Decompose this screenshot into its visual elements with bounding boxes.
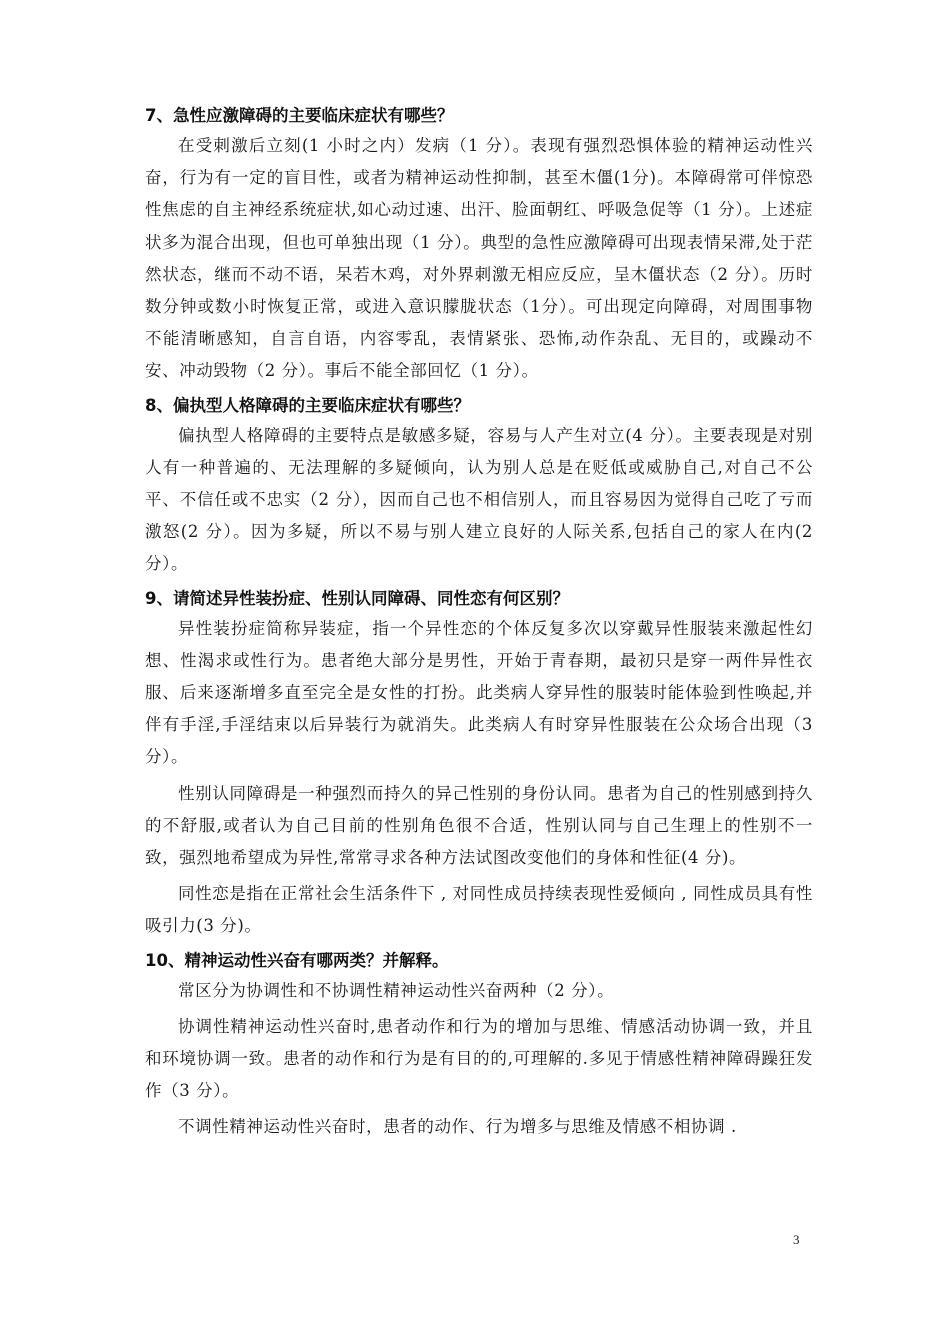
- question-9-answer-homosexuality: 同性恋是指在正常社会生活条件下 , 对同性成员持续表现性爱倾向 , 同性成员具有性吸引力(3 分)。: [145, 884, 813, 936]
- question-10-answer-intro: 常区分为协调性和不协调性精神运动性兴奋两种（2 分）。: [178, 980, 615, 1000]
- question-8-answer: 偏执型人格障碍的主要特点是敏感多疑，容易与人产生对立(4 分）。主要表现是对别人有一种普遍的、无法理解的多疑倾向，认为别人总是在贬低或威胁自己,对自己不公平、不信任或不忠实（2 分），因而自己也不相信别人，而且容易因为觉得自己吃了亏而激怒(2 分）。因为多疑，所以不易与别人建立良好的人际关系,包括自己的家人在内(2 分）。: [145, 425, 813, 574]
- document-body: [145, 98, 813, 1144]
- question-10-heading: 10、精神运动性兴奋有哪两类？并解释。: [145, 950, 449, 970]
- question-10-answer-uncoordinated: 不调性精神运动性兴奋时，患者的动作、行为增多与思维及情感不相协调 .: [178, 1117, 737, 1137]
- question-7-answer: 在受刺激后立刻(1 小时之内）发病（1 分）。表现有强烈恐惧体验的精神运动性兴奋，行为有一定的盲目性，或者为精神运动性抑制，甚至木僵(1分)。本障碍常可伴惊恐性焦虑的自主神经系统症状,如心动过速、出汗、脸面朝红、呼吸急促等（1 分）。上述症状多为混合出现，但也可单独出现（1 分）。典型的急性应激障碍可出现表情呆滞,处于茫然状态，继而不动不语，呆若木鸡，对外界刺激无相应反应，呈木僵状态（2 分）。历时数分钟或数小时恢复正常，或进入意识朦胧状态（1分）。可出现定向障碍，对周围事物不能清晰感知，自言自语，内容零乱，表情紧张、恐怖,动作杂乱、无目的，或躁动不安、冲动毁物（2 分）。事后不能全部回忆（1 分）。: [145, 136, 813, 381]
- question-10-answer-coordinated: 协调性精神运动性兴奋时,患者动作和行为的增加与思维、情感活动协调一致，并且和环境协调一致。患者的动作和行为是有目的的,可理解的.多见于情感性精神障碍躁狂发作（3 分）。: [145, 1016, 813, 1101]
- question-9-answer-gender-identity: 性别认同障碍是一种强烈而持久的异己性别的身份认同。患者为自己的性别感到持久的不舒服,或者认为自己目前的性别角色很不合适，性别认同与自己生理上的性别不一致，强烈地希望成为异性,常常寻求各种方法试图改变他们的身体和性征(4 分)。: [145, 783, 813, 868]
- question-8-heading: 8、偏执型人格障碍的主要临床症状有哪些？: [145, 395, 470, 415]
- page-number: 3: [793, 1232, 800, 1247]
- question-9-answer-transvestism: 异性装扮症简称异装症，指一个异性恋的个体反复多次以穿戴异性服装来激起性幻想、性渴求或性行为。患者绝大部分是男性，开始于青春期，最初只是穿一两件异性衣服、后来逐渐增多直至完全是女性的打扮。此类病人穿异性的服装时能体验到性唤起,并伴有手淫,手淫结束以后异装行为就消失。此类病人有时穿异性服装在公众场合出现（3 分）。: [145, 618, 813, 767]
- question-7-heading: 7、急性应激障碍的主要临床症状有哪些？: [145, 106, 454, 125]
- question-9-heading: 9、请简述异性装扮症、性别认同障碍、同性恋有何区别？: [145, 588, 569, 608]
